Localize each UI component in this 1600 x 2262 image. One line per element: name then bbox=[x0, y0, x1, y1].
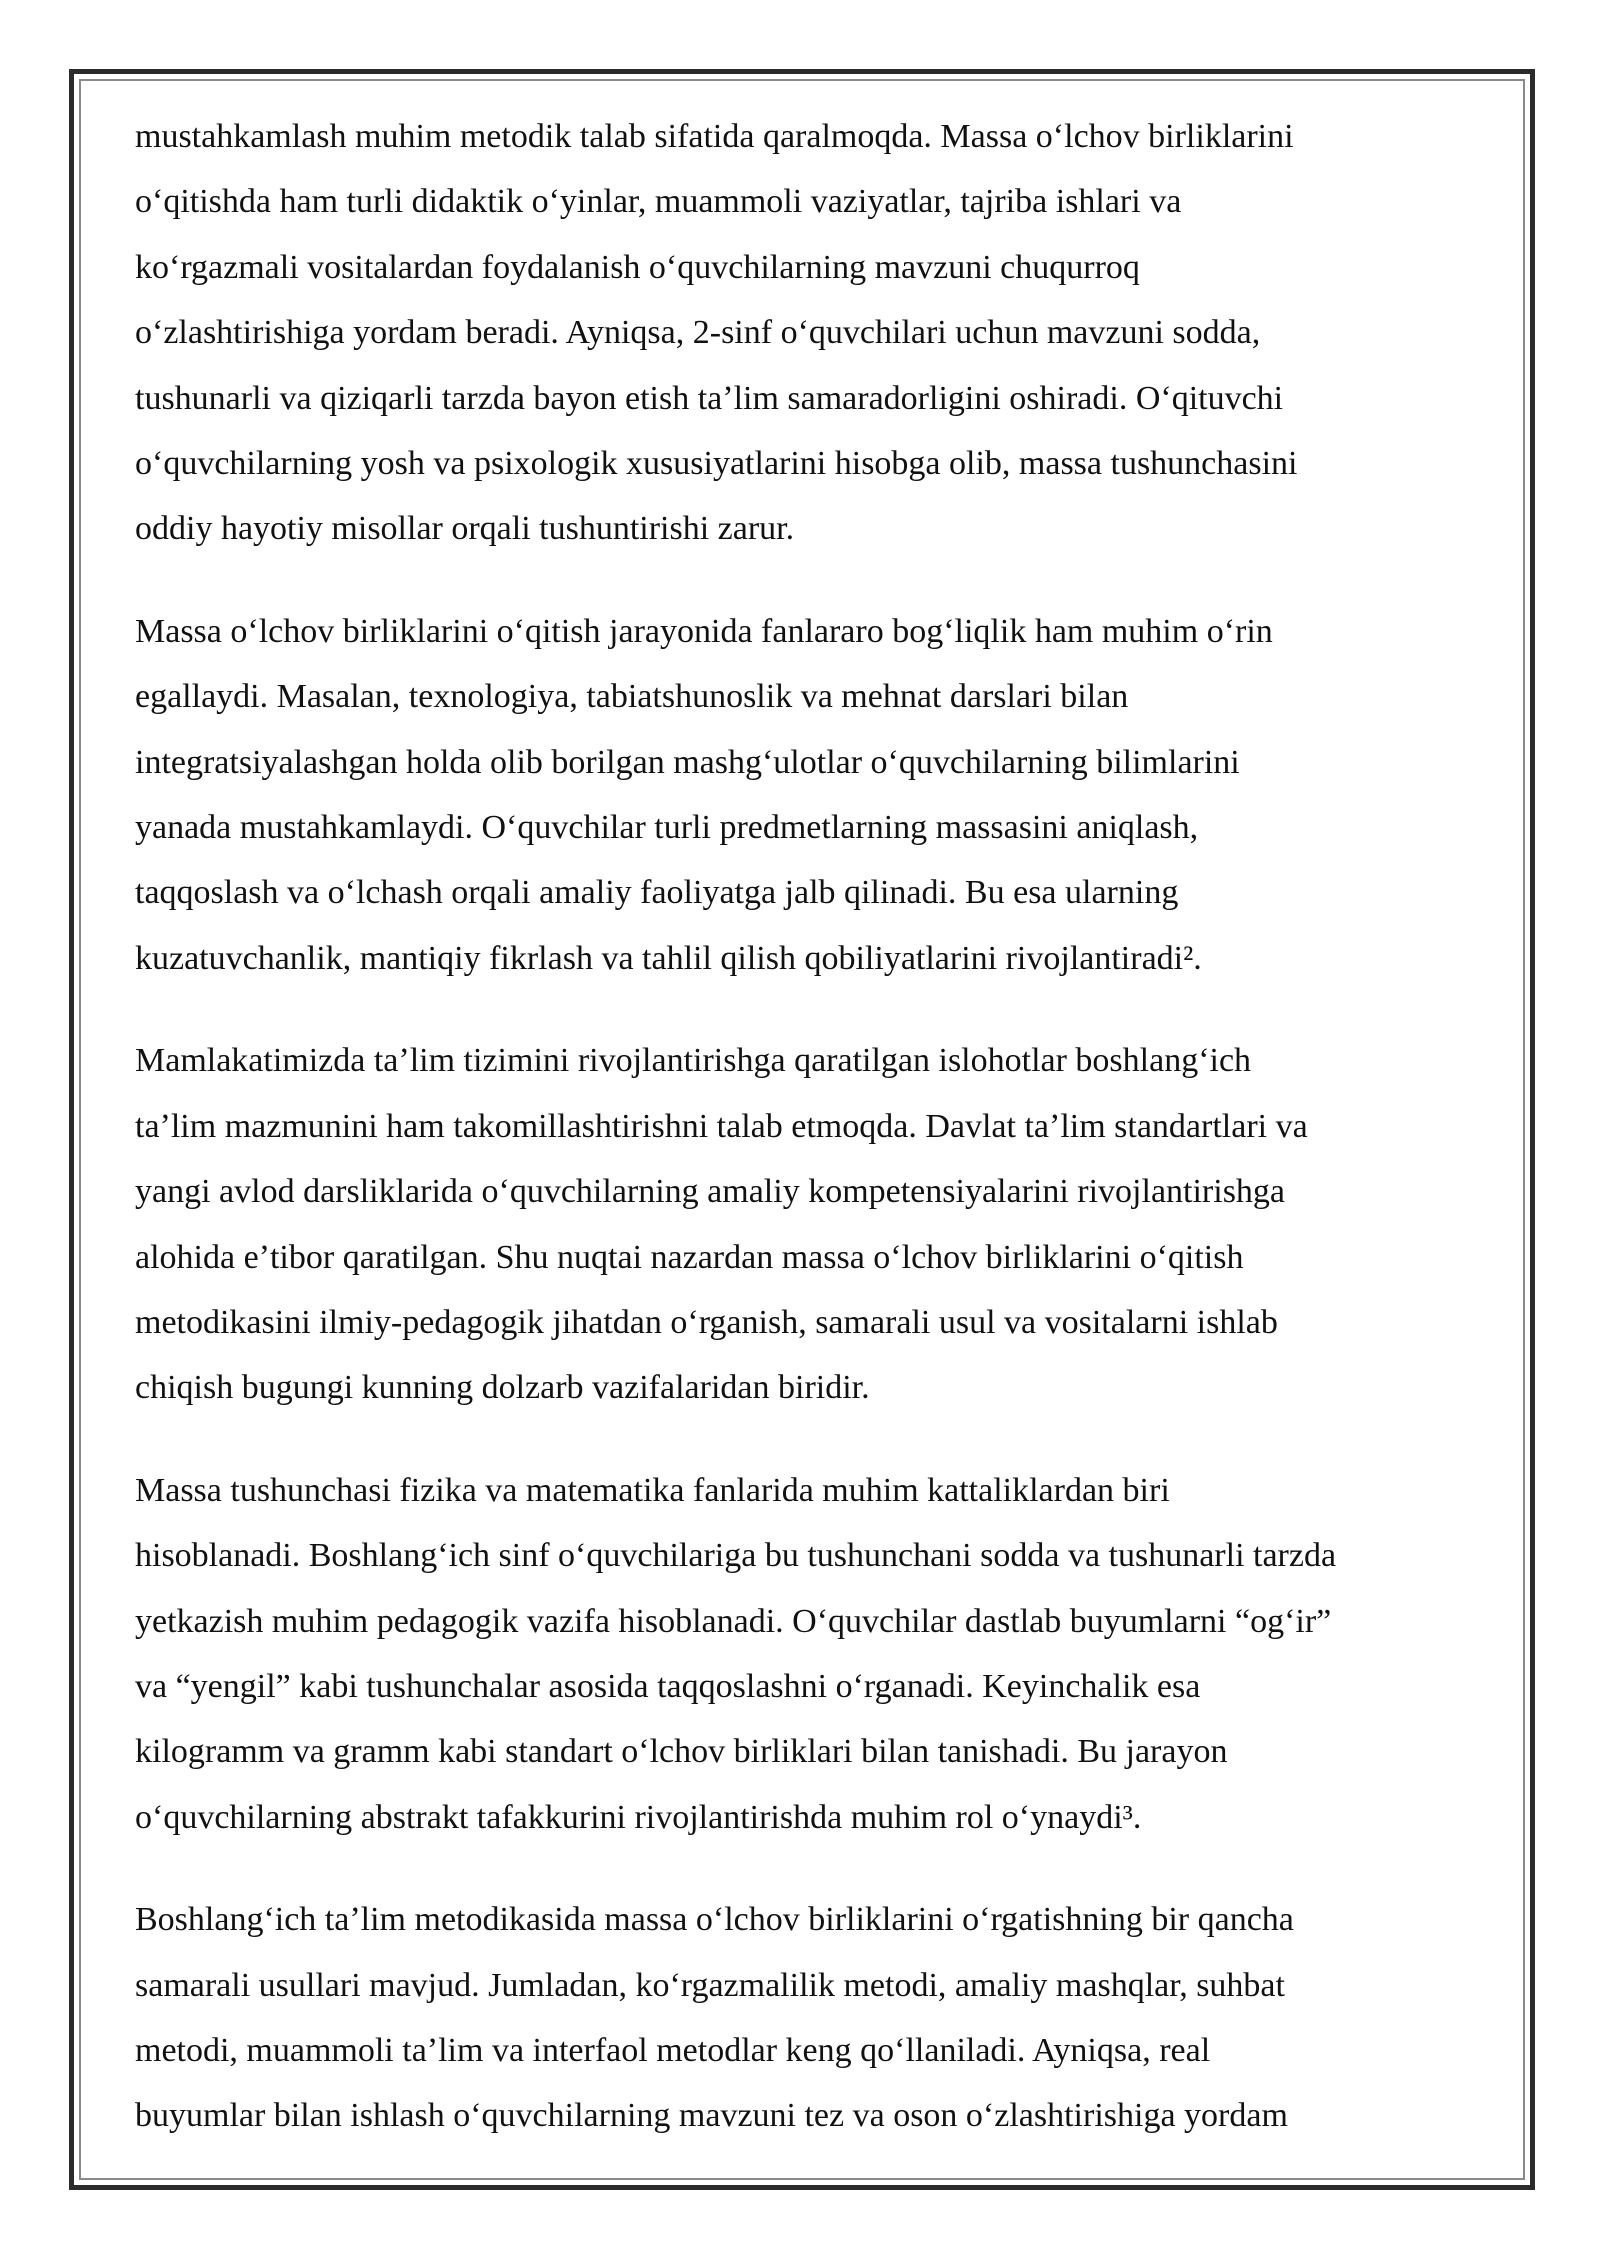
text-line: va “yengil” kabi tushunchalar asosida taqqoslashni oʻrganadi. Keyinchalik esa bbox=[135, 1667, 1201, 1705]
paragraph-3 bbox=[135, 1028, 1475, 1420]
paragraph-5 bbox=[135, 1887, 1475, 2149]
text-line: Boshlangʻich taʼlim metodikasida massa oʻlchov birliklarini oʻrgatishning bir qancha bbox=[135, 1901, 1294, 1939]
text-line: Massa tushunchasi fizika va matematika fanlarida muhim kattaliklardan biri bbox=[135, 1471, 1170, 1509]
text-line: Mamlakatimizda taʼlim tizimini rivojlantirishga qaratilgan islohotlar boshlangʻich bbox=[135, 1042, 1252, 1080]
text-line: tushunarli va qiziqarli tarzda bayon etish taʼlim samaradorligini oshiradi. Oʻqituvchi bbox=[135, 379, 1284, 417]
text-line: chiqish bugungi kunning dolzarb vazifalaridan biridir. bbox=[135, 1369, 870, 1407]
paragraph-1 bbox=[135, 104, 1475, 562]
text-line: Massa oʻlchov birliklarini oʻqitish jarayonida fanlararo bogʻliqlik ham muhim oʻrin bbox=[135, 612, 1273, 650]
text-line: oʻzlashtirishiga yordam beradi. Ayniqsa, 2-sinf oʻquvchilari uchun mavzuni sodda, bbox=[135, 314, 1261, 352]
text-line: alohida eʼtibor qaratilgan. Shu nuqtai nazardan massa oʻlchov birliklarini oʻqitish bbox=[135, 1238, 1244, 1276]
text-line: oʻquvchilarning abstrakt tafakkurini rivojlantirishda muhim rol oʻynaydi³. bbox=[135, 1798, 1142, 1836]
text-line: samarali usullari mavjud. Jumladan, koʻrgazmalilik metodi, amaliy mashqlar, suhbat bbox=[135, 1966, 1285, 2004]
text-line: yangi avlod darsliklarida oʻquvchilarning amaliy kompetensiyalarini rivojlantirishga bbox=[135, 1173, 1286, 1211]
paragraph-4 bbox=[135, 1458, 1475, 1850]
text-line: yanada mustahkamlaydi. Oʻquvchilar turli predmetlarning massasini aniqlash, bbox=[135, 809, 1199, 847]
text-line: buyumlar bilan ishlash oʻquvchilarning mavzuni tez va oson oʻzlashtirishiga yordam bbox=[135, 2097, 1288, 2135]
paragraph-2 bbox=[135, 599, 1475, 991]
text-line: taʼlim mazmunini ham takomillashtirishni talab etmoqda. Davlat taʼlim standartlari va bbox=[135, 1107, 1308, 1145]
text-line: integratsiyalashgan holda olib borilgan mashgʻulotlar oʻquvchilarning bilimlarini bbox=[135, 743, 1240, 781]
text-line: oʻqitishda ham turli didaktik oʻyinlar, muammoli vaziyatlar, tajriba ishlari va bbox=[135, 183, 1182, 221]
text-line: hisoblanadi. Boshlangʻich sinf oʻquvchilariga bu tushunchani sodda va tushunarli tarzda bbox=[135, 1537, 1337, 1575]
document-body bbox=[135, 104, 1475, 2186]
text-line: yetkazish muhim pedagogik vazifa hisoblanadi. Oʻquvchilar dastlab buyumlarni “ogʻir” bbox=[135, 1602, 1332, 1640]
text-line: oʻquvchilarning yosh va psixologik xususiyatlarini hisobga olib, massa tushunchasini bbox=[135, 445, 1298, 483]
text-line: metodi, muammoli taʼlim va interfaol metodlar keng qoʻllaniladi. Ayniqsa, real bbox=[135, 2031, 1211, 2069]
text-line: taqqoslash va oʻlchash orqali amaliy faoliyatga jalb qilinadi. Bu esa ularning bbox=[135, 874, 1179, 912]
text-line: koʻrgazmali vositalardan foydalanish oʻquvchilarning mavzuni chuqurroq bbox=[135, 248, 1140, 286]
text-line: egallaydi. Masalan, texnologiya, tabiatshunoslik va mehnat darslari bilan bbox=[135, 678, 1129, 716]
text-line: mustahkamlash muhim metodik talab sifatida qaralmoqda. Massa oʻlchov birliklarini bbox=[135, 118, 1294, 155]
text-line: kilogramm va gramm kabi standart oʻlchov birliklari bilan tanishadi. Bu jarayon bbox=[135, 1733, 1228, 1771]
text-line: kuzatuvchanlik, mantiqiy fikrlash va tahlil qilish qobiliyatlarini rivojlantiradi². bbox=[135, 939, 1202, 977]
text-line: metodikasini ilmiy-pedagogik jihatdan oʻrganish, samarali usul va vositalarni ishlab bbox=[135, 1303, 1278, 1341]
text-line: oddiy hayotiy misollar orqali tushuntirishi zarur. bbox=[135, 510, 795, 548]
